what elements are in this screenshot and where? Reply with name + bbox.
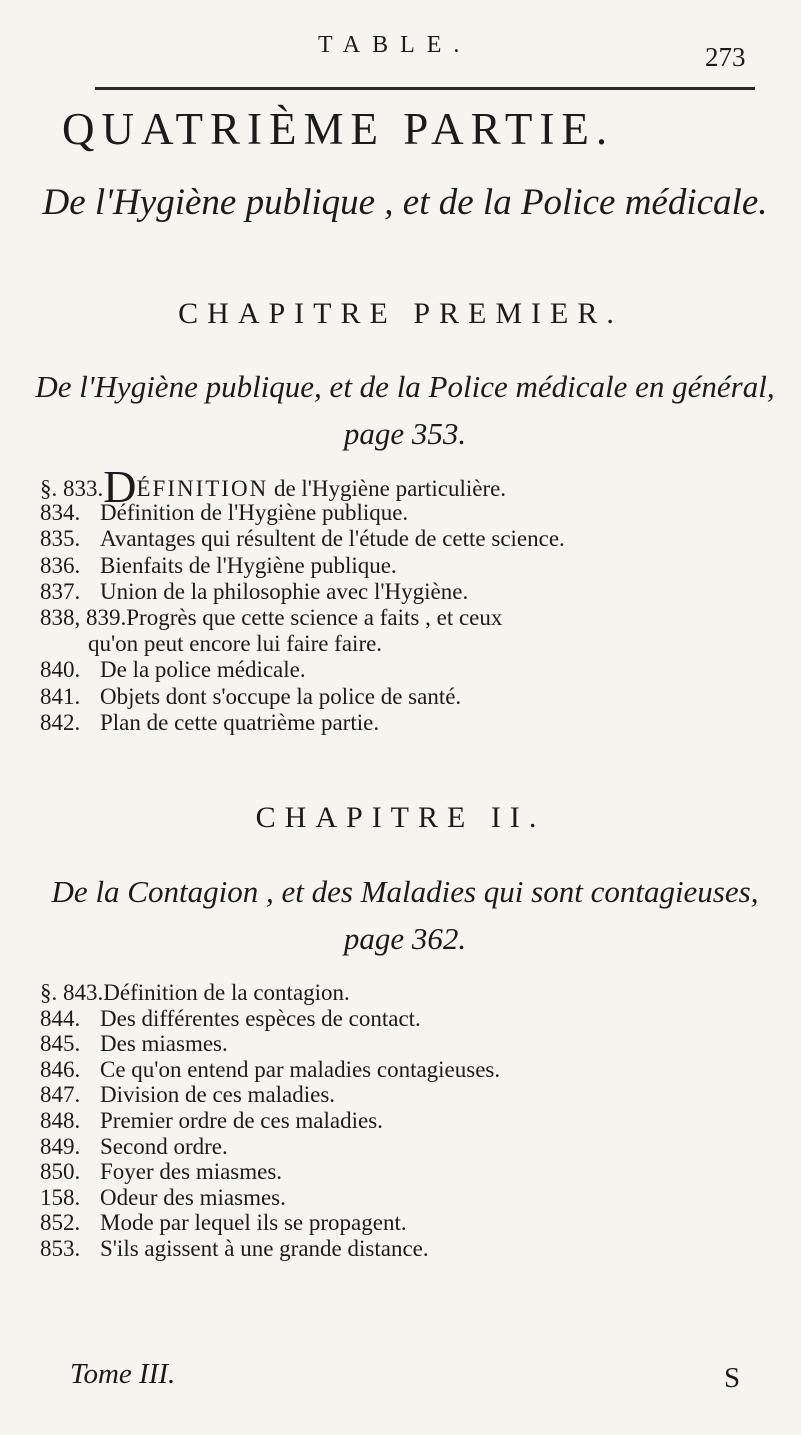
section-number: 840. — [40, 657, 81, 683]
signature-mark: S — [724, 1362, 741, 1394]
volume-label: Tome III. — [70, 1358, 176, 1390]
header-rule — [95, 87, 755, 90]
section-number: 853. — [40, 1236, 81, 1261]
part-subtitle: De l'Hygiène publique , et de la Police médicale. — [42, 182, 768, 223]
toc-entry — [40, 1005, 790, 1033]
part-title: QUATRIÈME PARTIE. — [62, 104, 615, 154]
section-number: 842. — [40, 709, 81, 735]
entry-text: Mode par lequel ils se propagent. — [100, 1210, 407, 1236]
chapter-2-heading: CHAPITRE II. — [255, 801, 546, 834]
entry-text: De la police médicale. — [100, 657, 306, 683]
section-number: 848. — [40, 1108, 81, 1133]
entry-text: Objets dont s'occupe la police de santé. — [100, 683, 462, 709]
running-title: TABLE. — [318, 32, 472, 58]
toc-entry — [40, 1209, 790, 1237]
section-number: 838, 839. — [40, 605, 127, 630]
section-number: 837. — [40, 578, 81, 604]
toc-entry — [40, 525, 790, 553]
chapter-1-subtitle: De l'Hygiène publique, et de la Police médicale en général, page 353. — [35, 369, 775, 451]
section-number: 846. — [40, 1056, 81, 1082]
toc-entry — [40, 578, 790, 606]
drop-cap: D — [103, 461, 137, 512]
entry-text: Progrès que cette science a faits , et ceux — [126, 605, 503, 630]
section-number: 841. — [40, 683, 81, 709]
entry-text: qu'on peut encore lui faire faire. — [88, 631, 383, 657]
entry-text: Second ordre. — [100, 1133, 228, 1159]
entry-text: Définition de la contagion. — [103, 980, 350, 1005]
toc-entry — [40, 1030, 790, 1058]
toc-entry — [40, 499, 790, 527]
entry-text: Premier ordre de ces maladies. — [100, 1108, 383, 1133]
entry-text: Ce qu'on entend par maladies contagieuses. — [100, 1056, 501, 1082]
page-number: 273 — [705, 42, 746, 72]
entry-text: Union de la philosophie avec l'Hygiène. — [100, 578, 469, 604]
toc-entry — [40, 1133, 790, 1161]
toc-entry — [88, 630, 801, 658]
section-number: 834. — [40, 500, 81, 526]
toc-entry — [40, 1056, 790, 1084]
entry-text: Définition de l'Hygiène publique. — [100, 500, 409, 526]
entry-text: Bienfaits de l'Hygiène publique. — [100, 552, 397, 578]
section-number: 835. — [40, 526, 81, 552]
entry-text: S'ils agissent à une grande distance. — [100, 1236, 429, 1261]
toc-entry — [40, 1158, 790, 1186]
toc-entry — [40, 1107, 790, 1135]
section-number: §. 843. — [40, 980, 104, 1005]
section-number: 845. — [40, 1031, 81, 1057]
running-head — [0, 30, 801, 70]
section-number: 158. — [40, 1184, 81, 1210]
toc-entry — [40, 979, 790, 1007]
section-number: 849. — [40, 1133, 81, 1159]
toc-entry — [40, 604, 790, 632]
entry-text: Des miasmes. — [100, 1031, 228, 1057]
page-footer — [0, 1352, 801, 1422]
section-number: §. 833. — [40, 476, 104, 501]
entry-text: Plan de cette quatrième partie. — [100, 709, 380, 735]
entry-text: Odeur des miasmes. — [100, 1184, 286, 1210]
toc-entry — [40, 683, 790, 711]
entry-text: Foyer des miasmes. — [100, 1159, 283, 1185]
small-caps-word: ÉFINITION — [136, 476, 269, 501]
entry-text: Avantages qui résultent de l'étude de cette science. — [100, 526, 565, 552]
entry-text: Division de ces maladies. — [100, 1082, 336, 1108]
chapter-1-heading: CHAPITRE PREMIER. — [178, 297, 623, 330]
section-number: 852. — [40, 1210, 81, 1236]
section-number: 850. — [40, 1159, 81, 1185]
section-number: 847. — [40, 1082, 81, 1108]
section-number: 836. — [40, 552, 81, 578]
toc-entry — [40, 1235, 790, 1263]
toc-entry — [40, 1081, 790, 1109]
toc-entry — [40, 552, 790, 580]
entry-text: de l'Hygiène particulière. — [268, 476, 507, 501]
entry-text: Des différentes espèces de contact. — [100, 1005, 421, 1031]
section-number: 844. — [40, 1005, 81, 1031]
toc-entry — [40, 1184, 790, 1212]
toc-entry — [40, 709, 790, 737]
chapter-2-subtitle: De la Contagion , et des Maladies qui sont contagieuses, page 362. — [51, 874, 759, 956]
toc-entry — [40, 656, 790, 684]
